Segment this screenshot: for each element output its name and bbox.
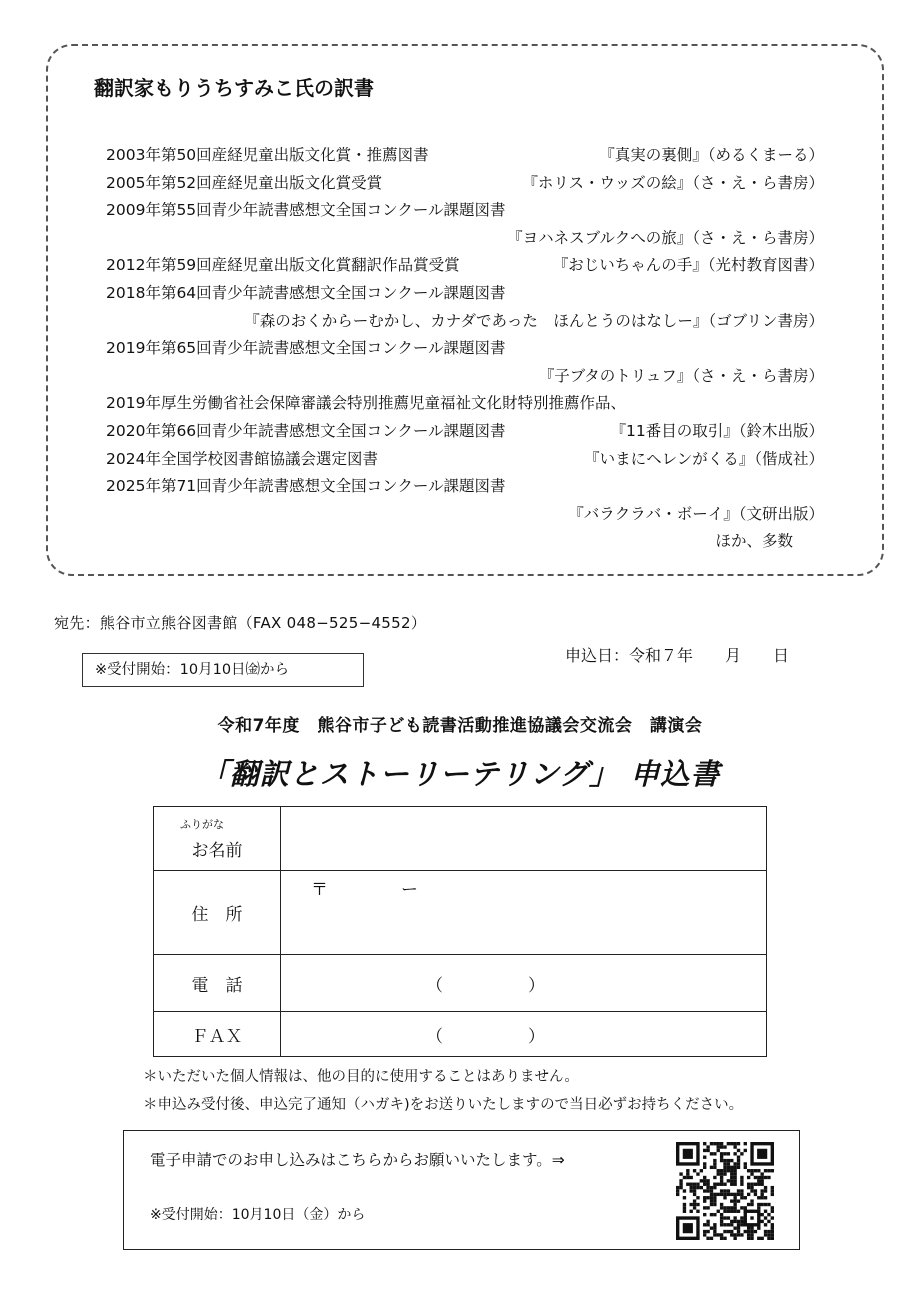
- fax-label: ＦＡＸ: [154, 1012, 281, 1057]
- award-text: 2003年第50回産経児童出版文化賞・推薦図書: [106, 146, 429, 164]
- award-text: 2024年全国学校図書館協議会選定図書: [106, 449, 378, 468]
- name-row: [154, 807, 767, 871]
- works-line: [106, 473, 824, 501]
- book-title-publisher: 『おじいちゃんの手』（光村教育図書）: [552, 256, 824, 275]
- address-row: [154, 871, 767, 955]
- works-line: [106, 528, 824, 556]
- book-title-publisher: 『ヨハネスブルクへの旅』（さ・え・ら書房）: [507, 228, 824, 247]
- works-line: [106, 390, 824, 418]
- phone-parentheses: （ ）: [426, 975, 545, 996]
- works-line: [106, 418, 824, 446]
- name-label-cell: [154, 807, 281, 871]
- postal-dash: ー: [401, 880, 418, 900]
- online-application-text: 電子申請でのお申し込みはこちらからお願いいたします。⇒: [150, 1151, 565, 1169]
- address-input-field[interactable]: [281, 871, 767, 955]
- works-line: [106, 142, 824, 170]
- works-title: 翻訳家もりうちすみこ氏の訳書: [94, 76, 374, 100]
- application-date: 申込日：令和７年 月 日: [565, 646, 790, 665]
- book-title-publisher: 『いまにヘレンがくる』（偕成社）: [584, 449, 824, 468]
- form-title: 「翻訳とストーリーテリング」 申込書: [199, 757, 721, 791]
- book-title-publisher: ほか、多数: [715, 532, 824, 551]
- event-title: 令和7年度 熊谷市子ども読書活動推進協議会交流会 講演会: [217, 716, 703, 736]
- book-title-publisher: 『バラクラバ・ボーイ』（文研出版）: [568, 504, 824, 523]
- translated-works-box: [46, 44, 884, 576]
- works-line: [106, 501, 824, 529]
- works-line: [106, 363, 824, 391]
- award-text: 2012年第59回産経児童出版文化賞翻訳作品賞受賞: [106, 256, 460, 275]
- award-text: 2025年第71回青少年読書感想文全国コンクール課題図書: [106, 477, 506, 496]
- furigana-label: ふりがな: [180, 818, 224, 831]
- qr-code-icon[interactable]: [676, 1142, 774, 1240]
- works-line: [106, 446, 824, 474]
- name-label: お名前: [191, 841, 243, 861]
- award-text: 2005年第52回産経児童出版文化賞受賞: [106, 173, 383, 192]
- award-text: 2018年第64回青少年読書感想文全国コンクール課題図書: [106, 283, 506, 302]
- works-line: [106, 170, 824, 198]
- works-line: [106, 252, 824, 280]
- works-line: [106, 308, 824, 336]
- completion-notice-note: ＊申込み受付後、申込完了通知（ハガキ)をお送りいたしますので当日必ずお持ちください。: [143, 1097, 744, 1113]
- award-text: 2019年厚生労働省社会保障審議会特別推薦児童福祉文化財特別推薦作品、: [106, 394, 626, 413]
- address-label: 住 所: [154, 871, 281, 955]
- fax-input-field[interactable]: [281, 1012, 767, 1057]
- works-line: [106, 335, 824, 363]
- addressee: 宛先：熊谷市立熊谷図書館（FAX 048−525−4552）: [54, 614, 427, 632]
- phone-input-field[interactable]: [281, 955, 767, 1012]
- fax-parentheses: （ ）: [426, 1026, 545, 1047]
- works-list: [106, 142, 824, 556]
- works-line: [106, 225, 824, 253]
- name-input-field[interactable]: [281, 807, 767, 871]
- phone-label: 電 話: [154, 955, 281, 1012]
- works-line: [106, 197, 824, 225]
- privacy-note: ＊いただいた個人情報は、他の目的に使用することはありません。: [143, 1069, 579, 1085]
- fax-row: [154, 1012, 767, 1057]
- works-line: [106, 280, 824, 308]
- book-title-publisher: 『真実の裏側』（めるくまーる）: [599, 146, 824, 164]
- book-title-publisher: 『ホリス・ウッズの絵』（さ・え・ら書房）: [522, 173, 824, 192]
- phone-row: [154, 955, 767, 1012]
- online-application-box: [123, 1130, 800, 1250]
- book-title-publisher: 『子ブタのトリュフ』（さ・え・ら書房）: [538, 366, 824, 385]
- online-reception-start: ※受付開始：10月10日（金）から: [150, 1207, 366, 1223]
- award-text: 2020年第66回青少年読書感想文全国コンクール課題図書: [106, 421, 506, 440]
- reception-start-box: ※受付開始：10月10日㈮から: [82, 653, 364, 687]
- book-title-publisher: 『森のおくからーむかし、カナダであった ほんとうのはなしー』（ゴブリン書房）: [244, 311, 824, 330]
- postal-mark: 〒: [311, 880, 328, 900]
- book-title-publisher: 『11番目の取引』（鈴木出版）: [610, 421, 824, 440]
- award-text: 2009年第55回青少年読書感想文全国コンクール課題図書: [106, 201, 506, 220]
- application-form-table: [153, 806, 767, 1057]
- award-text: 2019年第65回青少年読書感想文全国コンクール課題図書: [106, 339, 506, 358]
